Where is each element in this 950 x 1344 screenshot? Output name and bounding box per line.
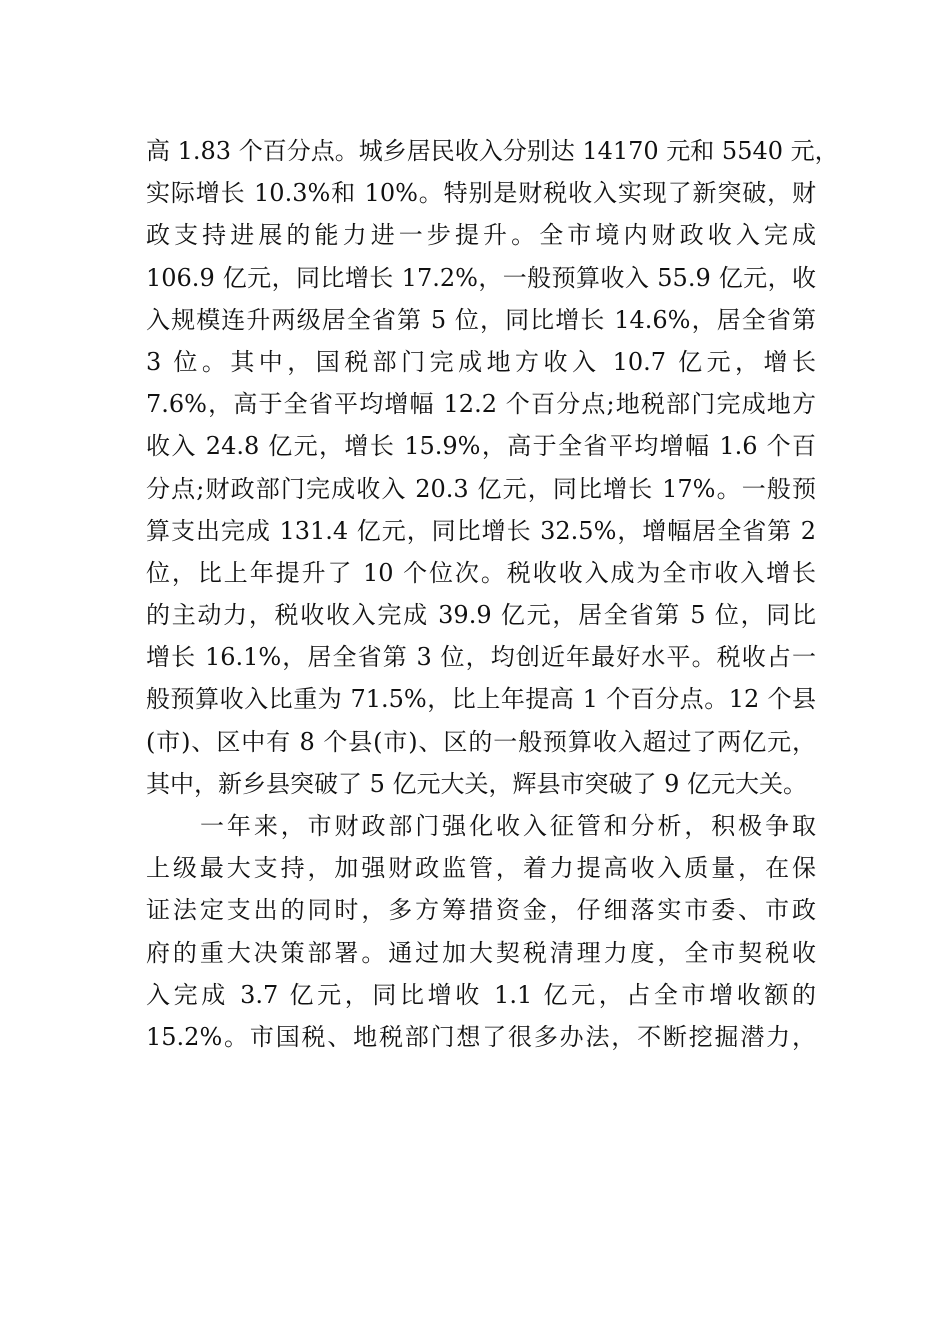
text-line: 一年来，市财政部门强化收入征管和分析，积极争取 <box>200 812 816 840</box>
text-line: 府的重大决策部署。通过加大契税清理力度，全市契税收 <box>146 938 816 967</box>
paragraph-2 <box>146 805 816 1058</box>
text-line: 的主动力，税收收入完成 39.9 亿元，居全省第 5 位，同比 <box>146 601 816 630</box>
text-line: 高 1.83 个百分点。城乡居民收入分别达 14170 元和 5540 元， <box>146 137 839 165</box>
text-line: 其中，新乡县突破了 5 亿元大关，辉县市突破了 9 亿元大关。 <box>146 769 808 798</box>
text-line: 政支持进展的能力进一步提升。全市境内财政收入完成 <box>146 221 816 250</box>
text-line: 般预算收入比重为 71.5%，比上年提高 1 个百分点。12 个县 <box>146 685 816 714</box>
text-line: 7.6%，高于全省平均增幅 12.2 个百分点;地税部门完成地方 <box>146 390 816 419</box>
text-line: 位，比上年提升了 10 个位次。税收收入成为全市收入增长 <box>146 558 816 587</box>
document-body <box>146 130 839 1058</box>
text-line: (市)、区中有 8 个县(市)、区的一般预算收入超过了两亿元， <box>146 727 816 756</box>
text-line: 上级最大支持，加强财政监管，着力提高收入质量，在保 <box>146 854 816 883</box>
paragraph-1 <box>146 130 839 805</box>
text-line: 实际增长 10.3%和 10%。特别是财税收入实现了新突破，财 <box>146 179 816 208</box>
text-line: 106.9 亿元，同比增长 17.2%，一般预算收入 55.9 亿元，收 <box>146 263 816 292</box>
text-line: 分点;财政部门完成收入 20.3 亿元，同比增长 17%。一般预 <box>146 474 816 503</box>
text-line: 入规模连升两级居全省第 5 位，同比增长 14.6%，居全省第 <box>146 305 816 334</box>
text-line: 算支出完成 131.4 亿元，同比增长 32.5%，增幅居全省第 2 <box>146 516 816 545</box>
text-line: 收入 24.8 亿元，增长 15.9%，高于全省平均增幅 1.6 个百 <box>146 432 816 461</box>
text-line: 3 位。其中，国税部门完成地方收入 10.7 亿元，增长 <box>146 347 816 376</box>
text-line: 证法定支出的同时，多方筹措资金，仔细落实市委、市政 <box>146 896 816 925</box>
text-line: 入完成 3.7 亿元，同比增收 1.1 亿元，占全市增收额的 <box>146 980 816 1009</box>
text-line: 15.2%。市国税、地税部门想了很多办法，不断挖掘潜力， <box>146 1022 816 1051</box>
text-line: 增长 16.1%，居全省第 3 位，均创近年最好水平。税收占一 <box>146 643 816 672</box>
